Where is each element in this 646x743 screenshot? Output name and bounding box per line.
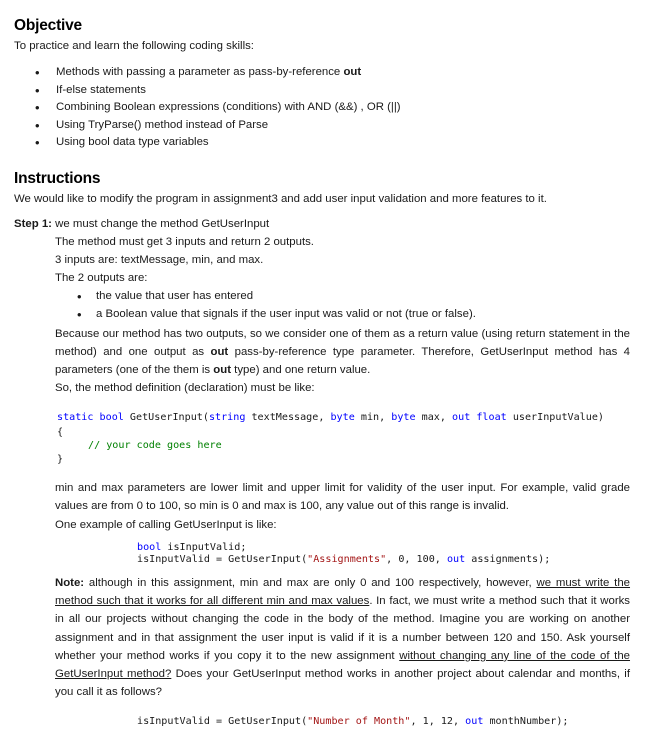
list-item: • Methods with passing a parameter as pass-by-reference out: [35, 64, 401, 82]
list-item: • If-else statements: [35, 82, 401, 100]
list-item: • a Boolean value that signals if the user input was valid or not (true or false).: [77, 306, 476, 324]
so-line: So, the method definition (declaration) must be like:: [55, 382, 315, 394]
list-item: • Combining Boolean expressions (conditions) with AND (&&) , OR (||): [35, 99, 401, 117]
example-line: One example of calling GetUserInput is like:: [55, 519, 277, 531]
list-item: • the value that user has entered: [77, 288, 476, 306]
objective-intro: To practice and learn the following coding skills:: [14, 40, 254, 52]
outputs-bullet-list: [77, 288, 476, 323]
code-close-brace: }: [57, 454, 64, 465]
because-paragraph: Because our method has two outputs, so we consider one of them as a return value (using return statement in the method) and one output as out pass-by-reference type parameter. Therefore, GetUserInput method has 4 parameters (one of the them is out type) and one return value.: [55, 328, 631, 377]
method-signature-code: static bool GetUserInput(string textMessage, byte min, byte max, out float userInputValue): [57, 412, 604, 423]
step1-label: Step 1:: [14, 218, 52, 230]
step1-line: Step 1: we must change the method GetUserInput: [14, 218, 270, 230]
example-code-decl: bool isInputValid;: [137, 542, 247, 553]
example-code-call: isInputValid = GetUserInput("Assignments", 0, 100, out assignments);: [137, 554, 551, 565]
minmax-paragraph: min and max parameters are lower limit and upper limit for validity of the user input. For example, valid grade values are from 0 to 100, so min is 0 and max is 100, any value out of this range is invalid.: [55, 482, 630, 513]
objective-heading: Objective: [14, 17, 82, 34]
list-item: • Using bool data type variables: [35, 134, 401, 152]
list-item: • Using TryParse() method instead of Parse: [35, 117, 401, 135]
inputs-outputs-line: The method must get 3 inputs and return 2 outputs.: [55, 236, 314, 248]
code-open-brace: {: [57, 427, 64, 438]
three-inputs-line: 3 inputs are: textMessage, min, and max.: [55, 254, 264, 266]
instructions-intro: We would like to modify the program in assignment3 and add user input validation and more features to it.: [14, 193, 547, 205]
code-comment: // your code goes here: [88, 440, 222, 451]
note-label: Note:: [55, 577, 85, 589]
note-paragraph: Note: although in this assignment, min and max are only 0 and 100 respectively, however, we must write the method such that it works for all different min and max values. In fact, we must write a method such that it works in all our projects without changing the code in the body of the method. Imagine you are working on another assignment and in that assignment the user input is valid if it is a number between 120 and 150. Ask yourself whether your method works if you copy it to the new assignment without changing any line of the code of the GetUserInput method? Does your GetUserInput method works in another project about calendar and months, if you call it as follows?: [55, 577, 631, 699]
two-outputs-line: The 2 outputs are:: [55, 272, 148, 284]
instructions-heading: Instructions: [14, 170, 101, 187]
month-code-call: isInputValid = GetUserInput("Number of Month", 1, 12, out monthNumber);: [137, 716, 569, 727]
objective-bullet-list: [35, 64, 401, 152]
